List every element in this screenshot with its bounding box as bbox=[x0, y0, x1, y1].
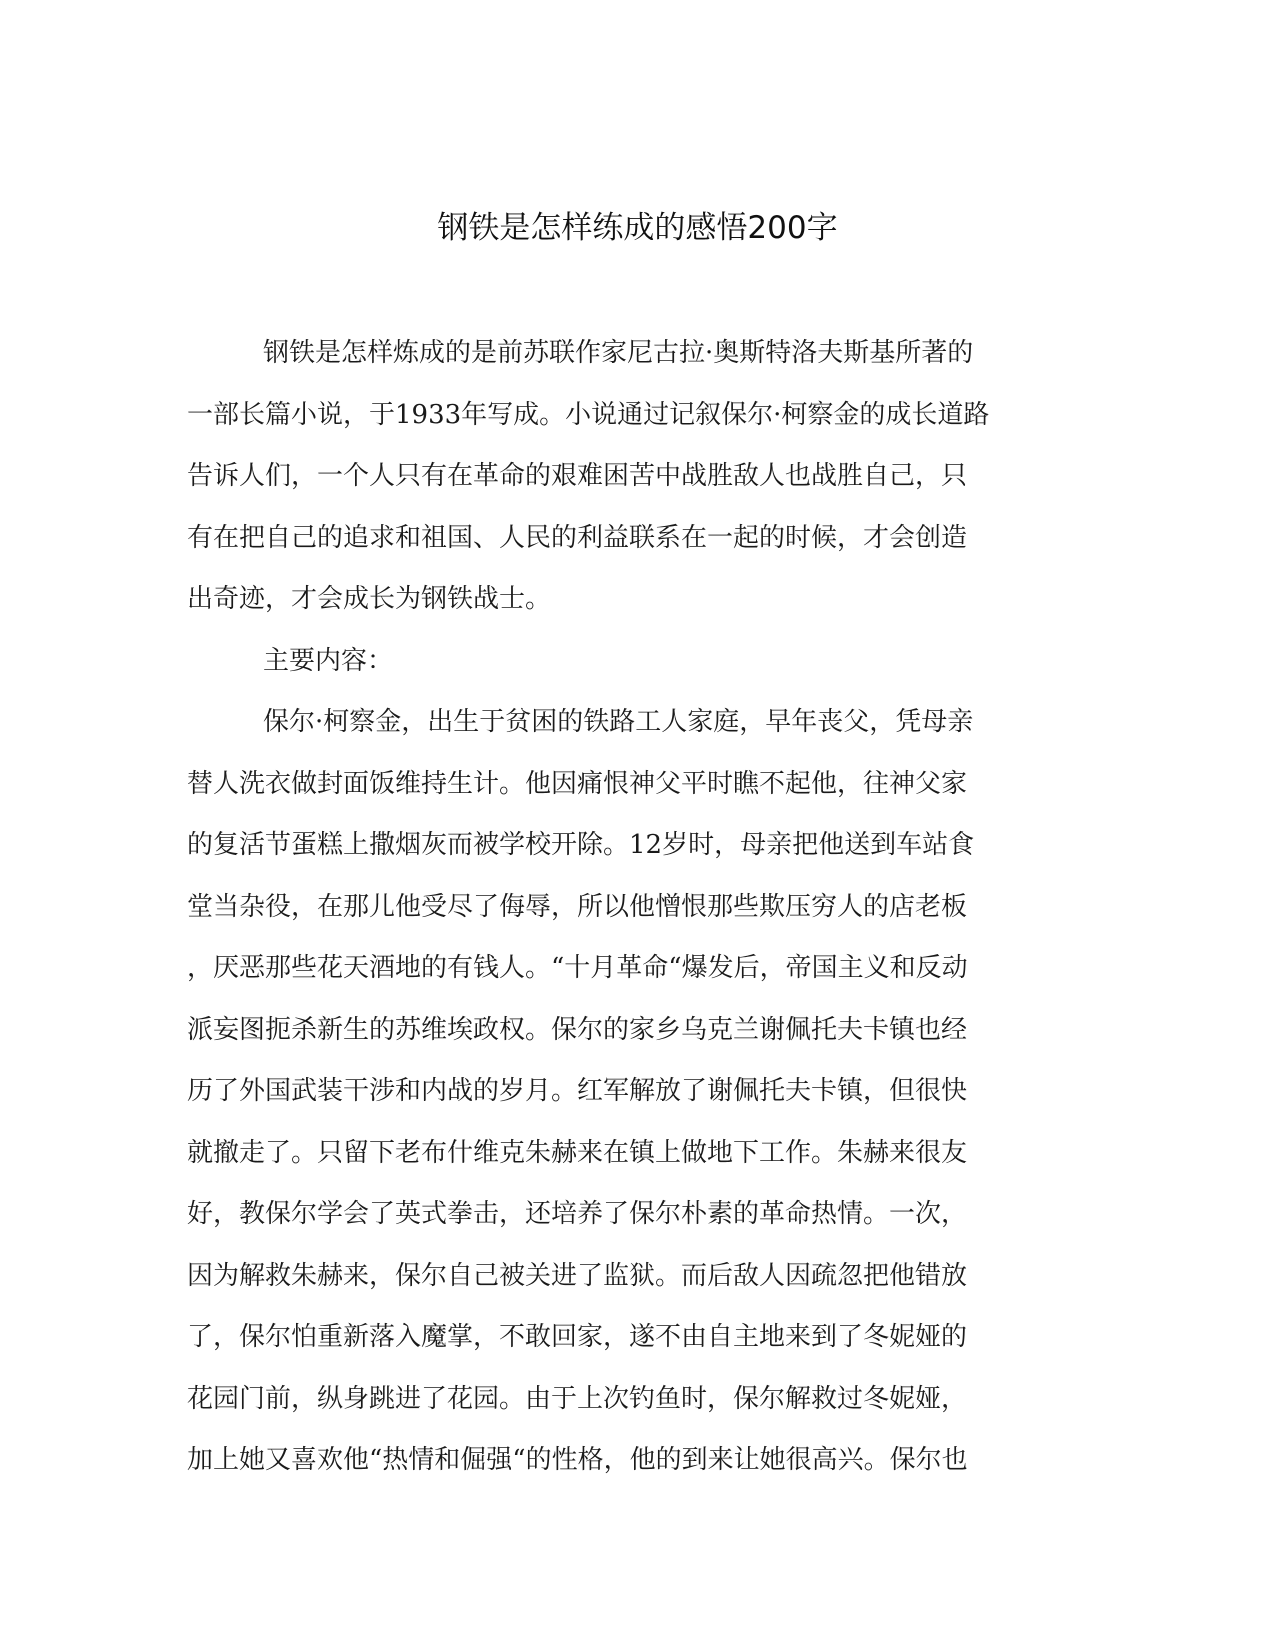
text-line: 花园门前，纵身跳进了花园。由于上次钓鱼时，保尔解救过冬妮娅， bbox=[187, 1383, 968, 1414]
text-line: 加上她又喜欢他“热情和倔强“的性格，他的到来让她很高兴。保尔也 bbox=[187, 1445, 968, 1475]
document-title: 钢铁是怎样练成的感悟200字 bbox=[437, 210, 838, 246]
text-line: 历了外国武装干涉和内战的岁月。红军解放了谢佩托夫卡镇，但很快 bbox=[187, 1076, 968, 1106]
document-body bbox=[187, 323, 1087, 1492]
text-line: ，厌恶那些花天酒地的有钱人。“十月革命“爆发后，帝国主义和反动 bbox=[187, 953, 968, 983]
text-line: 了，保尔怕重新落入魔掌，不敢回家，遂不由自主地来到了冬妮娅的 bbox=[187, 1322, 968, 1352]
text-line: 保尔·柯察金，出生于贫困的铁路工人家庭，早年丧父，凭母亲 bbox=[263, 707, 974, 737]
text-line: 主要内容： bbox=[263, 645, 394, 676]
text-line: 派妄图扼杀新生的苏维埃政权。保尔的家乡乌克兰谢佩托夫卡镇也经 bbox=[187, 1014, 968, 1045]
text-line: 好，教保尔学会了英式拳击，还培养了保尔朴素的革命热情。一次， bbox=[187, 1199, 968, 1229]
text-line: 一部长篇小说，于1933年写成。小说通过记叙保尔·柯察金的成长道路 bbox=[187, 399, 990, 430]
text-line: 替人洗衣做封面饭维持生计。他因痛恨神父平时瞧不起他，往神父家 bbox=[187, 768, 968, 799]
text-line: 告诉人们，一个人只有在革命的艰难困苦中战胜敌人也战胜自己，只 bbox=[187, 461, 968, 491]
text-line: 就撤走了。只留下老布什维克朱赫来在镇上做地下工作。朱赫来很友 bbox=[187, 1137, 968, 1168]
text-line: 因为解救朱赫来，保尔自己被关进了监狱。而后敌人因疏忽把他错放 bbox=[187, 1260, 968, 1291]
text-line: 出奇迹，才会成长为钢铁战士。 bbox=[187, 584, 552, 614]
text-line: 有在把自己的追求和祖国、人民的利益联系在一起的时候，才会创造 bbox=[187, 522, 968, 553]
text-line: 的复活节蛋糕上撒烟灰而被学校开除。12岁时，母亲把他送到车站食 bbox=[187, 830, 975, 860]
text-line: 堂当杂役，在那儿他受尽了侮辱，所以他憎恨那些欺压穷人的店老板 bbox=[187, 891, 968, 922]
text-line: 钢铁是怎样炼成的是前苏联作家尼古拉·奥斯特洛夫斯基所著的 bbox=[263, 338, 974, 368]
